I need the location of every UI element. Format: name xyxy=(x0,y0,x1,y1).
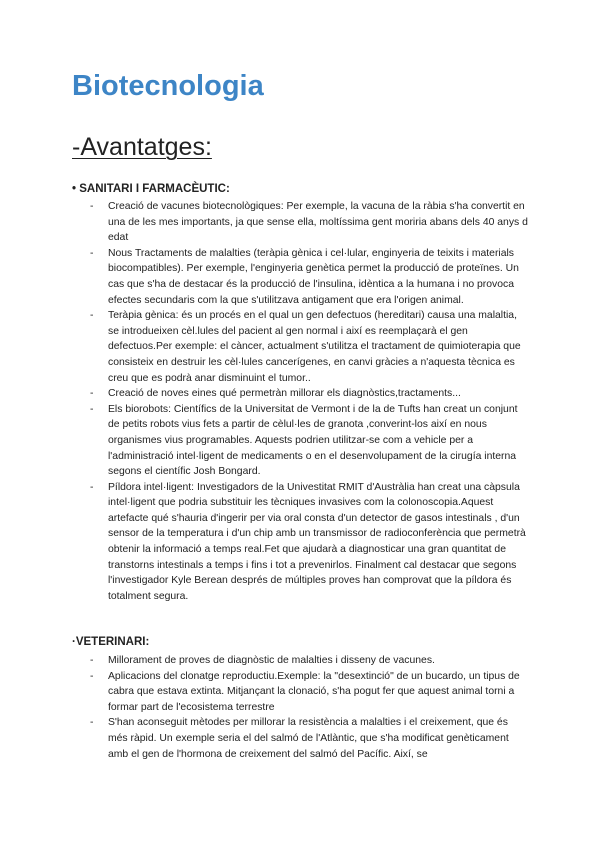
list-item xyxy=(90,386,530,402)
list-item-text: Aplicacions del clonatge reproductiu.Exemple: la "desextinció" de un bucardo, un tipus de cabra que estava extinta. Mitjançant la clonació, s'ha pogut fer que aquest animal torni a formar part de l'ecosistema terrestre xyxy=(108,670,520,713)
list-item xyxy=(90,653,530,669)
list-marker: - xyxy=(90,388,94,400)
list-marker: - xyxy=(90,481,94,493)
list-marker: - xyxy=(90,717,94,729)
list-item-text: Teràpia gènica: és un procés en el qual un gen defectuos (hereditari) causa una malaltia, se introdueixen cèl.lules del pacient al gen normal i així es reemplaçarà el gen defectuos.Per exemple: el càncer, actualment s'utilitza el tractament de quimioterapia que consisteix en destruir les cèl·lules cancerígenes, en canvi gràcies a n'aquesta tècnica es creu que es podrà anar disminuint el tumor.. xyxy=(108,310,521,384)
list-item-text: Els biorobots: Científics de la Universitat de Vermont i de la de Tufts han creat un conjunt de petits robots vius fets a partir de cèlul·les de granota ,converint-los així en nous organismes vius programables. Aquests podrien utilitzar-se com a vehicle per a l'administració intel·ligent de medicaments o en el desenvolupament de la cirugía interna segons el científic Josh Bongard. xyxy=(108,403,518,478)
list-marker: - xyxy=(90,670,94,682)
list-item-text: Creació de vacunes biotecnològiques: Per exemple, la vacuna de la ràbia s'ha convertit en una de les mes importants, ja que sense ella, moltíssima gent moriria abans dels 40 anys d edat xyxy=(108,201,528,244)
section-heading-veterinari: ·VETERINARI: xyxy=(72,636,150,648)
list-marker: - xyxy=(90,247,94,259)
list-marker: - xyxy=(90,310,94,322)
list-item xyxy=(90,199,530,246)
list-item xyxy=(90,715,530,762)
list-item xyxy=(90,480,530,605)
list-veterinari xyxy=(90,653,530,762)
list-item xyxy=(90,402,530,480)
list-item-text: S'han aconseguit mètodes per millorar la resistència a malalties i el creixement, que és més ràpid. Un exemple seria el del salmó de l'Atlàntic, que s'ha modificat genèticament amb el gen de l'hormona de creixement del salmó del Pacífic. Així, se xyxy=(108,717,509,760)
list-item-text: Píldora intel·ligent: Investigadors de la Univestitat RMIT d'Austràlia han creat una càpsula intel·ligent que podria substituir les tècniques invasives com la colonoscopia.Aquest artefacte qué s'hauria d'ingerir per via oral consta d'un detector de gasos intestinals , d'un sensor de la temperatura i d'un chip amb un transmissor de radioconferència que permetrà obtenir la informació a temps real.Fet que ajudarà a diagnosticar una gran quantitat de transtorns intestinals a temps i fins i tot a prevenirlos. Finalment cal destacar que segons l'investigador Kyle Berean després de múltiples proves han comprovat que la píldora és totalment segura. xyxy=(108,481,526,602)
list-marker: - xyxy=(90,201,94,212)
list-item xyxy=(90,246,530,308)
list-item-text: Nous Tractaments de malalties (teràpia gènica i cel·lular, enginyeria de teixits i materials biocompatibles). Per exemple, l'enginyeria genètica permet la producció de proteïnes. Un cas que s'ha de destacar és la producció de l'insulina, idèntica a la humana i no provoca efectes secundaris com la que s'utilitzava antigament que era l'origen animal. xyxy=(108,247,519,306)
list-item-text: Creació de noves eines qué permetràn millorar els diagnòstics,tractaments... xyxy=(108,388,461,400)
list-item-text: Millorament de proves de diagnòstic de malalties i disseny de vacunes. xyxy=(108,655,435,666)
subtitle-advantages: -Avantatges: xyxy=(72,133,212,161)
document-title: Biotecnologia xyxy=(72,70,264,102)
list-marker: - xyxy=(90,655,94,666)
list-item xyxy=(90,308,530,386)
list-item xyxy=(90,669,530,716)
section-heading-sanitari: • SANITARI I FARMACÈUTIC: xyxy=(72,183,230,195)
list-sanitari xyxy=(90,199,530,604)
list-marker: - xyxy=(90,403,94,415)
